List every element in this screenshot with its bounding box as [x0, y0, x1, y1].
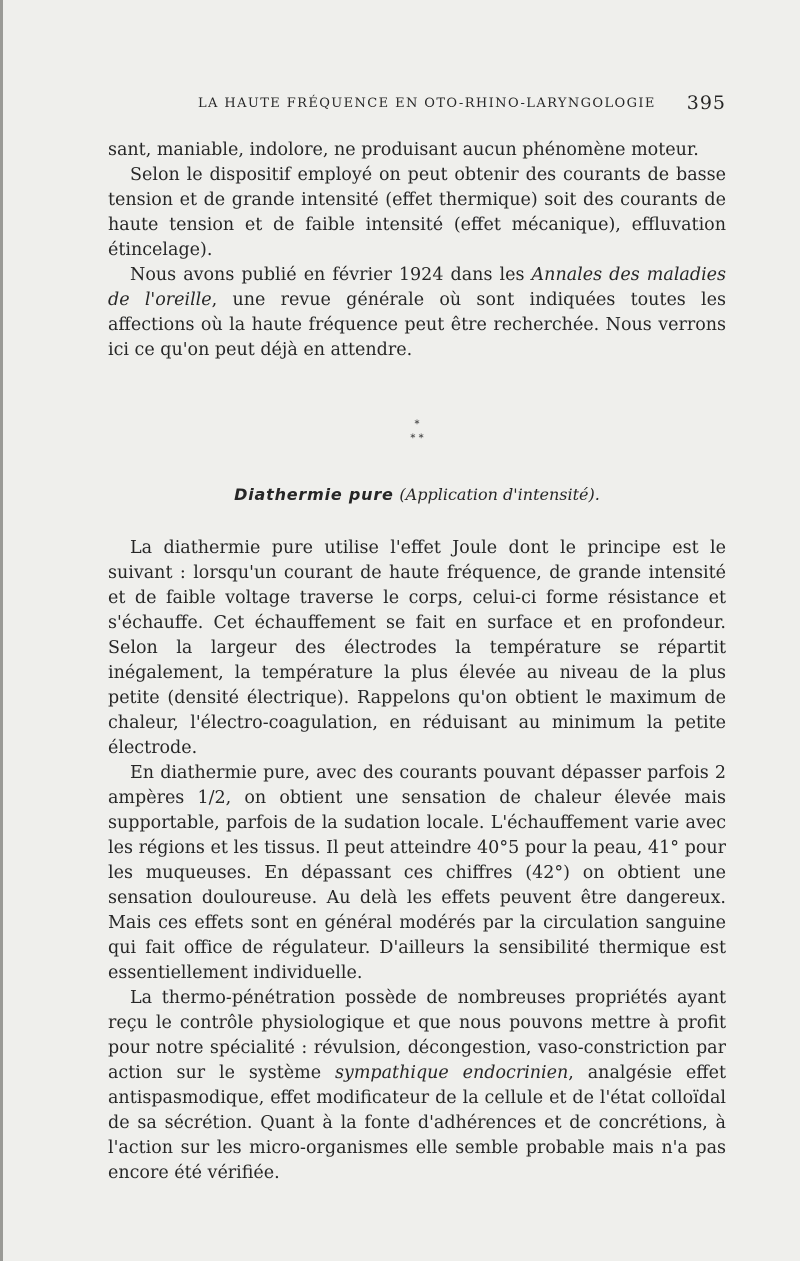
dinkus-bottom: * * [410, 433, 424, 444]
paragraph-continuation: sant, maniable, indolore, ne produisant aucun phénomène moteur. [108, 140, 699, 160]
running-head [108, 92, 726, 116]
section-subtitle: (Application d'intensité). [399, 485, 600, 504]
paragraph-thermo-start: La thermo-pénétration possède de nombreuses propriétés ayant reçu le contrôle physiologique et que nous pouvons mettre à profit pour notre spécialité : révulsion, décongestion, vaso-constriction par action sur le système [108, 988, 726, 1083]
paragraph-thermo-penetration [108, 986, 726, 1186]
paragraph-dispositif: Selon le dispositif employé on peut obtenir des courants de basse tension et de grande intensité (effet thermique) soit des courants de haute tension et de faible intensité (effet mécanique), effluvation étincelage). [108, 165, 726, 260]
paragraph-annales-start: Nous avons publié en février 1924 dans les [130, 265, 532, 285]
top-text-block [108, 138, 726, 363]
paragraph-diathermie-pure: En diathermie pure, avec des courants pouvant dépasser parfois 2 ampères 1/2, on obtient une sensation de chaleur élevée mais supportable, parfois de la sudation locale. L'échauffement varie avec les régions et les tissus. Il peut atteindre 40°5 pour la peau, 41° pour les muqueuses. En dépassant ces chiffres (42°) on obtient une sensation douloureuse. Au delà les effets peuvent être dangereux. Mais ces effets sont en général modérés par la circulation sanguine qui fait office de régulateur. D'ailleurs la sensibilité thermique est essentiellement individuelle. [108, 763, 726, 983]
running-title: LA HAUTE FRÉQUENCE EN OTO-RHINO-LARYNGOLOGIE [198, 96, 656, 111]
paragraph-annales-end: , une revue générale où sont indiquées toutes les affections où la haute fréquence peut être recherchée. Nous verrons ici ce qu'on peut déjà en attendre. [108, 290, 726, 360]
body-text-block [108, 536, 726, 1186]
section-heading [108, 484, 726, 505]
page-edge [0, 0, 3, 1261]
paragraph-thermo-end: , analgésie effet antispasmodique, effet modificateur de la cellule et de l'état colloïdal de sa sécrétion. Quant à la fonte d'adhérences et de concrétions, à l'action sur les micro-organismes elle semble probable mais n'a pas encore été vérifiée. [108, 1063, 727, 1183]
page-number: 395 [686, 92, 726, 114]
dinkus-top: * [414, 419, 420, 430]
section-title: Diathermie pure [234, 485, 394, 504]
paragraph-effet-joule: La diathermie pure utilise l'effet Joule dont le principe est le suivant : lorsqu'un courant de haute fréquence, de grande intensité et de faible voltage traverse le corps, celui-ci forme résistance et s'échauffe. Cet échauffement se fait en surface et en profondeur. Selon la largeur des électrodes la température se répartit inégalement, la température la plus élevée au niveau de la plus petite (densité électrique). Rappelons qu'on obtient le maximum de chaleur, l'électro-coagulation, en réduisant au minimum la petite électrode. [108, 538, 726, 758]
italic-term: sympathique endocrinien [334, 1063, 569, 1083]
section-dinkus [402, 418, 432, 454]
journal-title: Annales des maladies de l'oreille [108, 265, 727, 310]
paragraph-annales [108, 263, 726, 363]
